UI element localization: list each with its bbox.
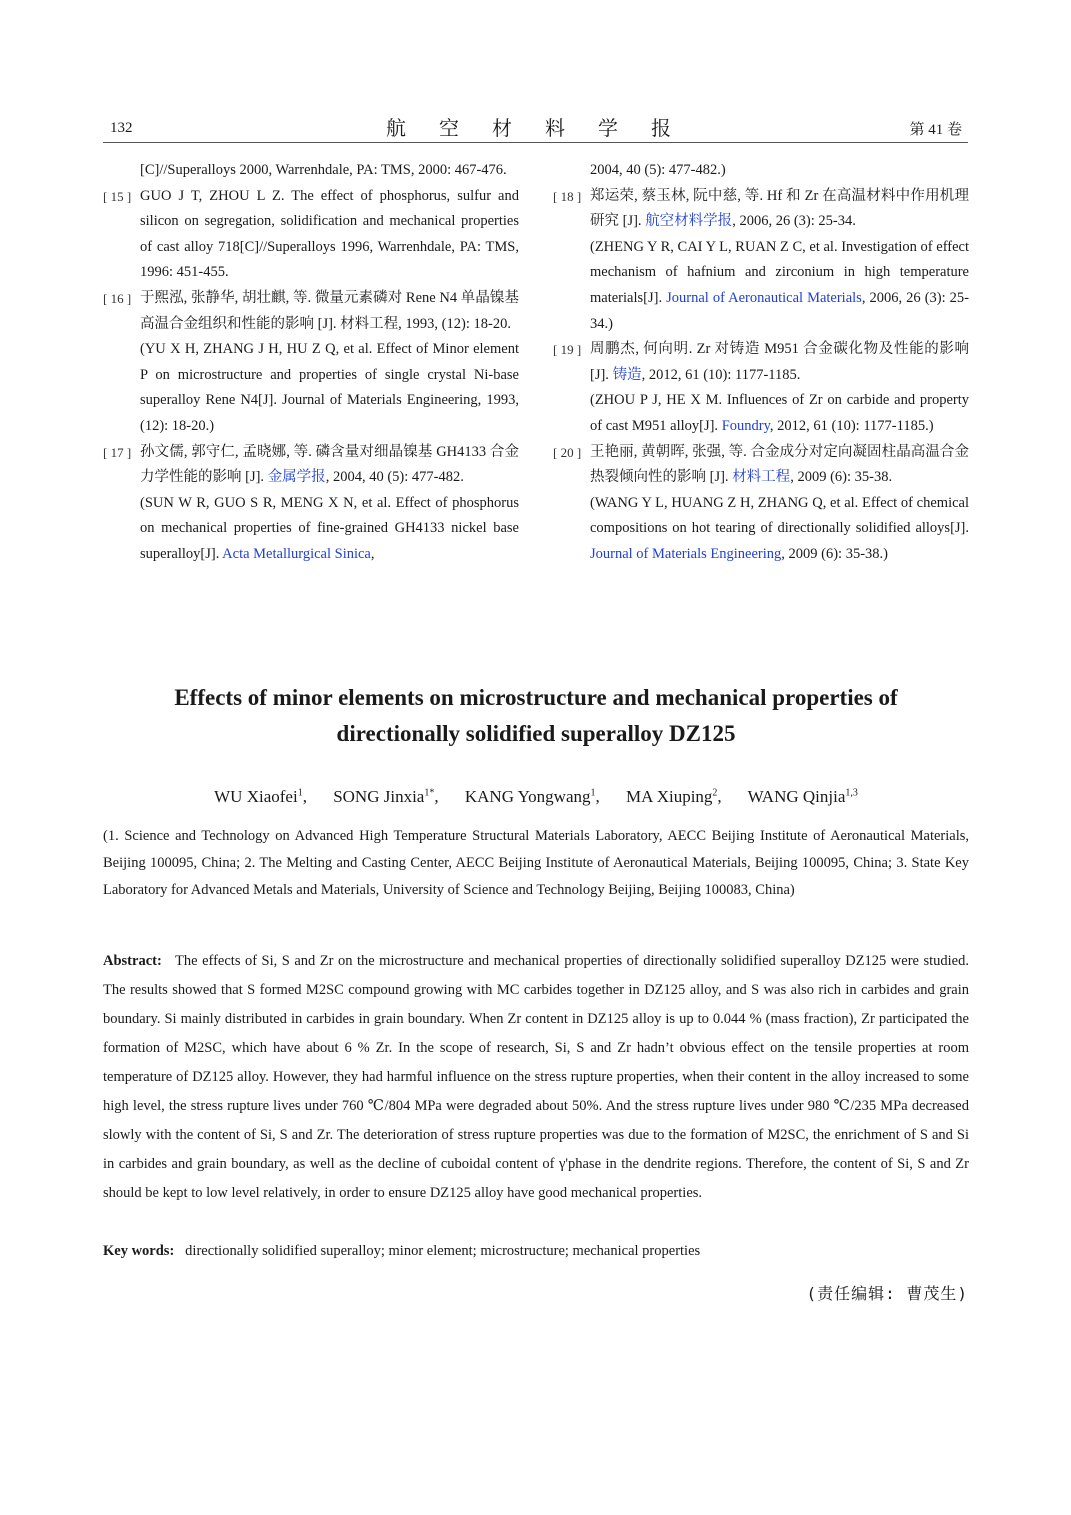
reference-item <box>553 337 969 439</box>
reference-text-part: , 2012, 61 (10): 1177-1185.) <box>769 417 934 434</box>
article-title <box>103 680 969 752</box>
author-name: WU Xiaofei <box>214 787 298 806</box>
reference-translation <box>590 491 969 568</box>
reference-text: [C]//Superalloys 2000, Warrenhdale, PA: TMS, 2000: 467-476. <box>140 162 507 178</box>
journal-link[interactable]: Journal of Materials Engineering <box>590 545 782 562</box>
reference-number: [ 15 ] <box>103 188 132 204</box>
reference-text-part: (ZHENG Y R, CAI Y L, RUAN Z C, et al. Investigation of effect mechanism of hafnium and zirconium in high temperature materials[J]. <box>590 238 969 306</box>
references-right-column <box>553 158 969 568</box>
reference-text: 2004, 40 (5): 477-482.) <box>590 162 726 178</box>
journal-link[interactable]: 铸造 <box>612 366 642 383</box>
reference-text-part: 周鹏杰, 何向明. Zr 对铸造 M951 合金碳化物及性能的影响 [J]. <box>590 341 969 383</box>
reference-text: GUO J T, ZHOU L Z. The effect of phosphorus, sulfur and silicon on segregation, solidification and mechanical properties of cast alloy 718[C]//Superalloys 1996, Warrenhdale, PA: TMS, 1996: 451-455. <box>140 187 519 281</box>
abstract <box>103 947 969 1208</box>
reference-number: [ 19 ] <box>553 342 582 358</box>
author-affiliation-mark: 1 <box>590 787 596 799</box>
journal-link[interactable]: Acta Metallurgical Sinica <box>222 545 371 562</box>
author-name: MA Xiuping <box>625 787 713 806</box>
reference-text-part: (ZHOU P J, HE X M. Influences of Zr on carbide and property of cast M951 alloy[J]. <box>590 392 969 434</box>
keywords-text: directionally solidified superalloy; minor element; microstructure; mechanical properties <box>185 1243 701 1259</box>
reference-text-part: , 2004, 40 (5): 477-482. <box>325 469 464 486</box>
author-affiliation-mark: 1 <box>297 787 303 799</box>
reference-translation: (YU X H, ZHANG J H, HU Z Q, et al. Effect of Minor element P on microstructure and properties of single crystal Ni-base superalloy Rene N4[J]. Journal of Materials Engineering, 1993, (12): 18-20.) <box>140 341 519 434</box>
reference-translation <box>590 388 969 439</box>
author-list: WU Xiaofei$^1$, SONG Jinxia$^{1*}$, KANG Yongwang$^1$, MA Xiuping$^2$, WANG Qinjia$^{1,3}$ <box>214 787 858 806</box>
reference-text-part: , 2009 (6): 35-38.) <box>781 545 888 562</box>
title-line: directionally solidified superalloy DZ125 <box>336 721 736 746</box>
reference-item <box>103 158 519 184</box>
author-name: KANG Yongwang <box>464 787 591 806</box>
author-affiliation-mark: 2 <box>712 787 718 799</box>
reference-number: [ 18 ] <box>553 188 582 204</box>
reference-text <box>590 440 969 491</box>
reference-text <box>140 440 519 491</box>
reference-text-part: , 2009 (6): 35-38. <box>790 469 893 486</box>
journal-link[interactable]: 航空材料学报 <box>645 213 733 230</box>
reference-text-part: , 2006, 26 (3): 25-34. <box>732 213 856 230</box>
reference-item <box>553 440 969 568</box>
abstract-text: The effects of Si, S and Zr on the microstructure and mechanical properties of directionally solidified superalloy DZ125 were studied. The results showed that S formed M2SC compound growing with MC carbides together in DZ125 alloy, and S was also rich in carbides and grain boundary. Si mainly distributed in carbides in grain boundary. When Zr content in DZ125 alloy is up to 0.044 % (mass fraction), Zr participated the formation of M2SC, which have about 6 % Zr. In the scope of research, Si, S and Zr hadn’t obvious effect on the tensile properties at room temperature of DZ125 alloy. However, they had harmful influence on the stress rupture properties, when their content in the alloy increased to some high level, the stress rupture lives under 760 ℃/804 MPa were degraded about 50%. And the stress rupture lives under 980 ℃/235 MPa decreased slowly with the content of Si, S and Zr. The deterioration of stress rupture properties was due to the formation of M2SC, the enrichment of S and Si in carbides and grain boundary, as well as the decline of cuboidal content of γ'phase in the dendrite regions. Therefore, the content of Si, S and Zr should be kept to low level relatively, in order to ensure DZ125 alloy have good mechanical properties. <box>103 953 969 1201</box>
author-name: WANG Qinjia <box>747 787 846 806</box>
editor-note: (责任编辑: 曹茂生) <box>806 1284 968 1303</box>
reference-translation <box>140 491 519 568</box>
journal-link[interactable]: 金属学报 <box>267 469 326 486</box>
reference-text-part: , 2012, 61 (10): 1177-1185. <box>641 366 801 383</box>
abstract-label: Abstract: <box>103 953 162 969</box>
reference-translation <box>590 235 969 337</box>
author-name: SONG Jinxia <box>333 787 425 806</box>
page-header <box>103 112 968 143</box>
journal-link[interactable]: Foundry <box>721 417 770 434</box>
reference-number: [ 20 ] <box>553 444 582 460</box>
reference-item <box>103 184 519 286</box>
references-left-column <box>103 158 519 568</box>
author-affiliation-mark: 1,3 <box>845 787 858 799</box>
reference-item <box>103 286 519 440</box>
author-affiliation-mark: 1* <box>424 787 435 799</box>
journal-name: 航 空 材 料 学 报 <box>386 118 685 140</box>
reference-number: [ 17 ] <box>103 444 132 460</box>
reference-text-part: , 2006, 26 (3): 25-34.) <box>590 289 969 332</box>
title-line: Effects of minor elements on microstructure and mechanical properties of <box>174 685 898 710</box>
reference-text: 于熙泓, 张静华, 胡壮麒, 等. 微量元素磷对 Rene N4 单晶镍基高温合金组织和性能的影响 [J]. 材料工程, 1993, (12): 18-20. <box>140 289 519 332</box>
journal-link[interactable]: 材料工程 <box>732 469 791 486</box>
page-number: 132 <box>110 120 133 136</box>
reference-text-part: (WANG Y L, HUANG Z H, ZHANG Q, et al. Effect of chemical compositions on hot tearing of directionally solidified alloys[J]. <box>590 494 969 537</box>
volume-label: 第 41 卷 <box>909 122 962 138</box>
reference-text <box>590 184 969 235</box>
keywords-label: Key words: <box>103 1243 175 1259</box>
reference-text-part: 王艳丽, 黄朝晖, 张强, 等. 合金成分对定向凝固柱晶高温合金热裂倾向性的影响 [J]. <box>590 443 969 486</box>
keywords <box>103 1238 969 1264</box>
reference-number: [ 16 ] <box>103 290 132 306</box>
reference-text-part: , <box>370 545 375 562</box>
reference-item <box>103 440 519 568</box>
journal-link[interactable]: Journal of Aeronautical Materials <box>666 289 862 306</box>
affiliations: (1. Science and Technology on Advanced High Temperature Structural Materials Laboratory, AECC Beijing Institute of Aeronautical Materials, Beijing 100095, China; 2. The Melting and Casting Center, AECC Beijing Institute of Aeronautical Materials, Beijing 100095, China; 3. State Key Laboratory for Advanced Metals and Materials, University of Science and Technology Beijing, Beijing 100083, China) <box>103 828 969 898</box>
reference-text <box>590 337 969 388</box>
reference-item <box>553 158 969 184</box>
reference-text-part: 郑运荣, 蔡玉林, 阮中慈, 等. Hf 和 Zr 在高温材料中作用机理研究 [J]. <box>590 187 969 230</box>
reference-text-part: (SUN W R, GUO S R, MENG X N, et al. Effect of phosphorus on mechanical properties of fine-grained GH4133 nickel base superalloy[J]. <box>140 494 519 562</box>
reference-item <box>553 184 969 338</box>
reference-text-part: 孙文儒, 郭守仁, 孟晓娜, 等. 磷含量对细晶镍基 GH4133 合金力学性能的影响 [J]. <box>140 443 519 486</box>
